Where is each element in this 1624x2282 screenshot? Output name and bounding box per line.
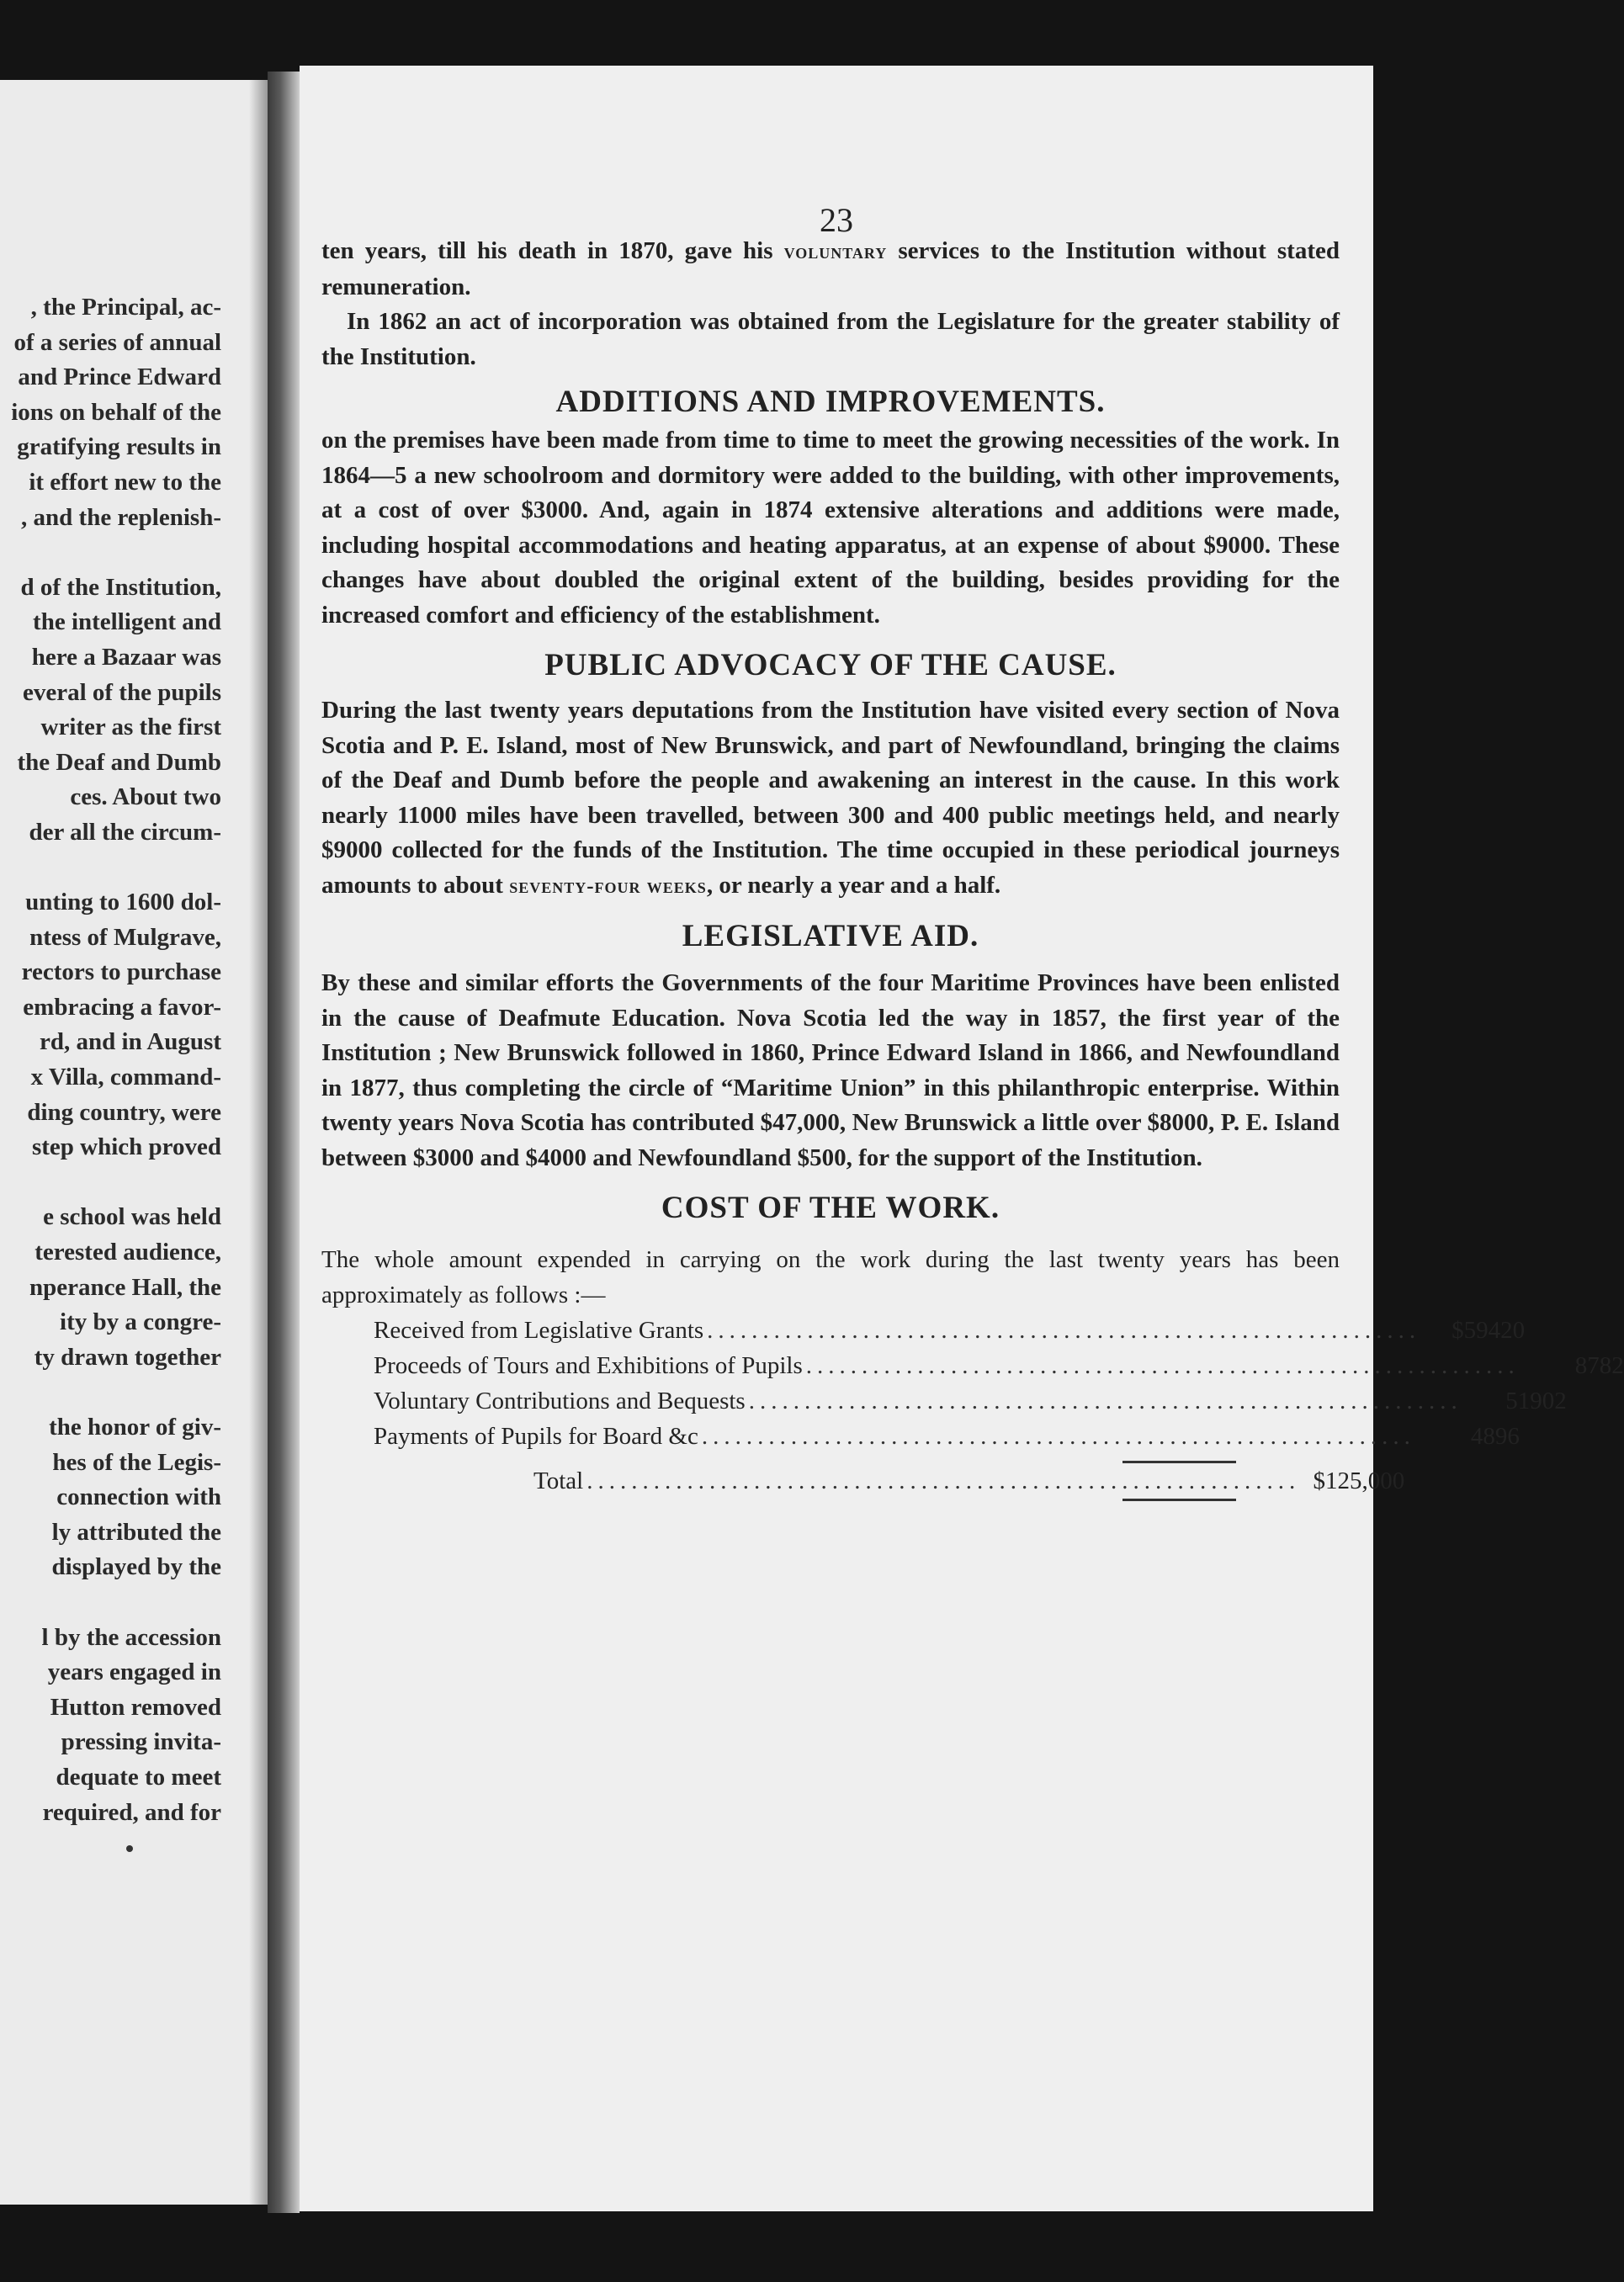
left-page-line: , and the replenish- [21,503,221,531]
table-row [374,1383,1567,1419]
left-page-line: ces. About two [70,783,221,811]
left-page-line: nperance Hall, the [29,1273,221,1301]
left-page-line: x Villa, command- [30,1064,221,1091]
left-page-line: dequate to meet [56,1763,221,1791]
cost-paragraph: The whole amount expended in carrying on the work during the last twenty years has been approximately as follows :— [321,1246,1340,1308]
page-number: 23 [820,201,853,239]
cost-table [374,1313,1624,1501]
row-label: Voluntary Contributions and Bequests [374,1388,746,1414]
left-page-line: connection with [56,1483,221,1511]
total-amount: $125,000 [1313,1467,1405,1494]
left-page-line: writer as the first [40,714,221,741]
right-page [300,66,1624,2211]
heading-legislative-aid: LEGISLATIVE AID. [682,919,979,953]
table-row [374,1348,1624,1383]
row-label: Received from Legislative Grants [374,1317,704,1344]
seventy-four-weeks-small-caps: seventy-four weeks [509,874,707,898]
left-page-line: the intelligent and [33,608,221,636]
additions-paragraph: on the premises have been made from time to time to meet the growing necessities of the work. In 1864—5 a new schoolroom and dormitory were added to the building, with other improvements, at a cost of over $3000. And, again in 1874 extensive alterations and additions were made, including hospital accommodations and heating apparatus, at an expense of about $9000. These changes have about doubled the original extent of the building, besides providing for the increased comfort and efficiency of the establishment. [321,427,1340,629]
table-row [374,1313,1526,1348]
left-page-line: ntess of Mulgrave, [29,923,221,951]
row-amount: 51902 [1505,1388,1567,1414]
row-amount: 4896 [1470,1423,1520,1450]
left-page-line: rd, and in August [40,1028,221,1056]
advocacy-paragraph: During the last twenty years deputations from the Institution have visited every section of Nova Scotia and P. E. Island, most of New Brunswick, and part of Newfoundland, bringing the claims of the Deaf and Dumb before the people and awakening an interest in the cause. In this work nearly 11000 miles have been travelled, between 300 and 400 public meetings held, and nearly $9000 collected for the funds of the Institution. The time occupied in these periodical journeys amounts to about seventy-four weeks, or nearly a year and a half. [321,697,1340,899]
total-label: Total [533,1467,584,1494]
table-row [374,1419,1520,1454]
intro-paragraph-2: In 1862 an act of incorporation was obtained from the Legislature for the greater stability of the Institution. [321,308,1340,370]
left-page-gap [11,1375,221,1410]
left-page-line: everal of the pupils [22,678,221,706]
left-page-line: step which proved [31,1133,221,1161]
row-amount: $59420 [1452,1317,1526,1344]
page-content [321,66,1624,1501]
leader-dots: ................................................................ [586,1467,1301,1494]
ink-spot [126,1845,133,1852]
heading-additions: ADDITIONS AND IMPROVEMENTS. [555,385,1106,419]
left-page-line: hes of the Legis- [52,1448,221,1476]
left-page-line: ly attributed the [51,1518,221,1546]
total-rule [1122,1499,1236,1501]
leader-dots: ................................................................ [748,1388,1462,1414]
left-facing-page [0,80,268,2205]
left-page-line: the honor of giv- [49,1414,221,1441]
left-page-line: l by the accession [41,1623,221,1651]
left-page-line: embracing a favor- [23,993,221,1021]
left-page-line: ty drawn together [34,1343,221,1371]
row-label: Proceeds of Tours and Exhibitions of Pupils [374,1352,803,1379]
left-page-line: rectors to purchase [21,958,221,986]
left-page-line: the Deaf and Dumb [17,748,221,776]
heading-cost: COST OF THE WORK. [661,1191,1000,1225]
voluntary-small-caps: voluntary [783,241,888,263]
left-page-line: terested audience, [34,1239,221,1266]
left-page-line: gratifying results in [17,433,221,461]
left-page-line: der all the circum- [29,818,221,846]
heading-advocacy: PUBLIC ADVOCACY OF THE CAUSE. [544,648,1117,682]
left-page-line: here a Bazaar was [31,643,221,671]
left-page-line: required, and for [42,1798,221,1826]
left-page-gap [11,1165,221,1201]
left-page-line: ding country, were [27,1098,221,1126]
left-page-line: ions on behalf of the [11,398,221,426]
total-row [533,1463,1405,1499]
left-page-line: pressing invita- [61,1728,221,1756]
row-label: Payments of Pupils for Board &c [374,1423,698,1450]
left-page-text [11,290,221,1830]
left-page-gap [11,535,221,570]
left-page-line: of a series of annual [13,328,221,356]
left-page-line: d of the Institution, [20,573,221,601]
book-gutter [268,72,300,2213]
left-page-line: displayed by the [51,1553,221,1581]
left-page-line: years engaged in [47,1658,221,1686]
left-page-line: ity by a congre- [60,1308,221,1336]
left-page-line: Hutton removed [50,1693,221,1721]
left-page-line: it effort new to the [29,468,221,496]
left-page-line: unting to 1600 dol- [25,889,221,916]
left-page-line: and Prince Edward [18,364,221,391]
leader-dots: ................................................................ [805,1352,1520,1379]
left-page-line: , the Principal, ac- [30,294,221,321]
leader-dots: ................................................................ [701,1423,1415,1450]
legislative-paragraph: By these and similar efforts the Governments of the four Maritime Provinces have been enlisted in the cause of Deafmute Education. Nova Scotia led the way in 1857, the first year of the Institution ; New Brunswick followed in 1860, Prince Edward Island in 1866, and Newfoundland in 1877, thus completing the circle of “Maritime Union” in this philanthropic enterprise. Within twenty years Nova Scotia has contributed $47,000, New Brunswick a little over $8000, P. E. Island between $3000 and $4000 and Newfoundland $500, for the support of the Institution. [321,969,1340,1171]
row-amount: 8782 [1574,1352,1624,1379]
leader-dots: ................................................................ [707,1317,1421,1344]
left-page-gap [11,1585,221,1621]
left-page-line: e school was held [43,1203,221,1231]
intro-paragraph-1: ten years, till his death in 1870, gave his voluntary services to the Institution without stated remuneration. [321,237,1340,300]
left-page-gap [11,851,221,886]
